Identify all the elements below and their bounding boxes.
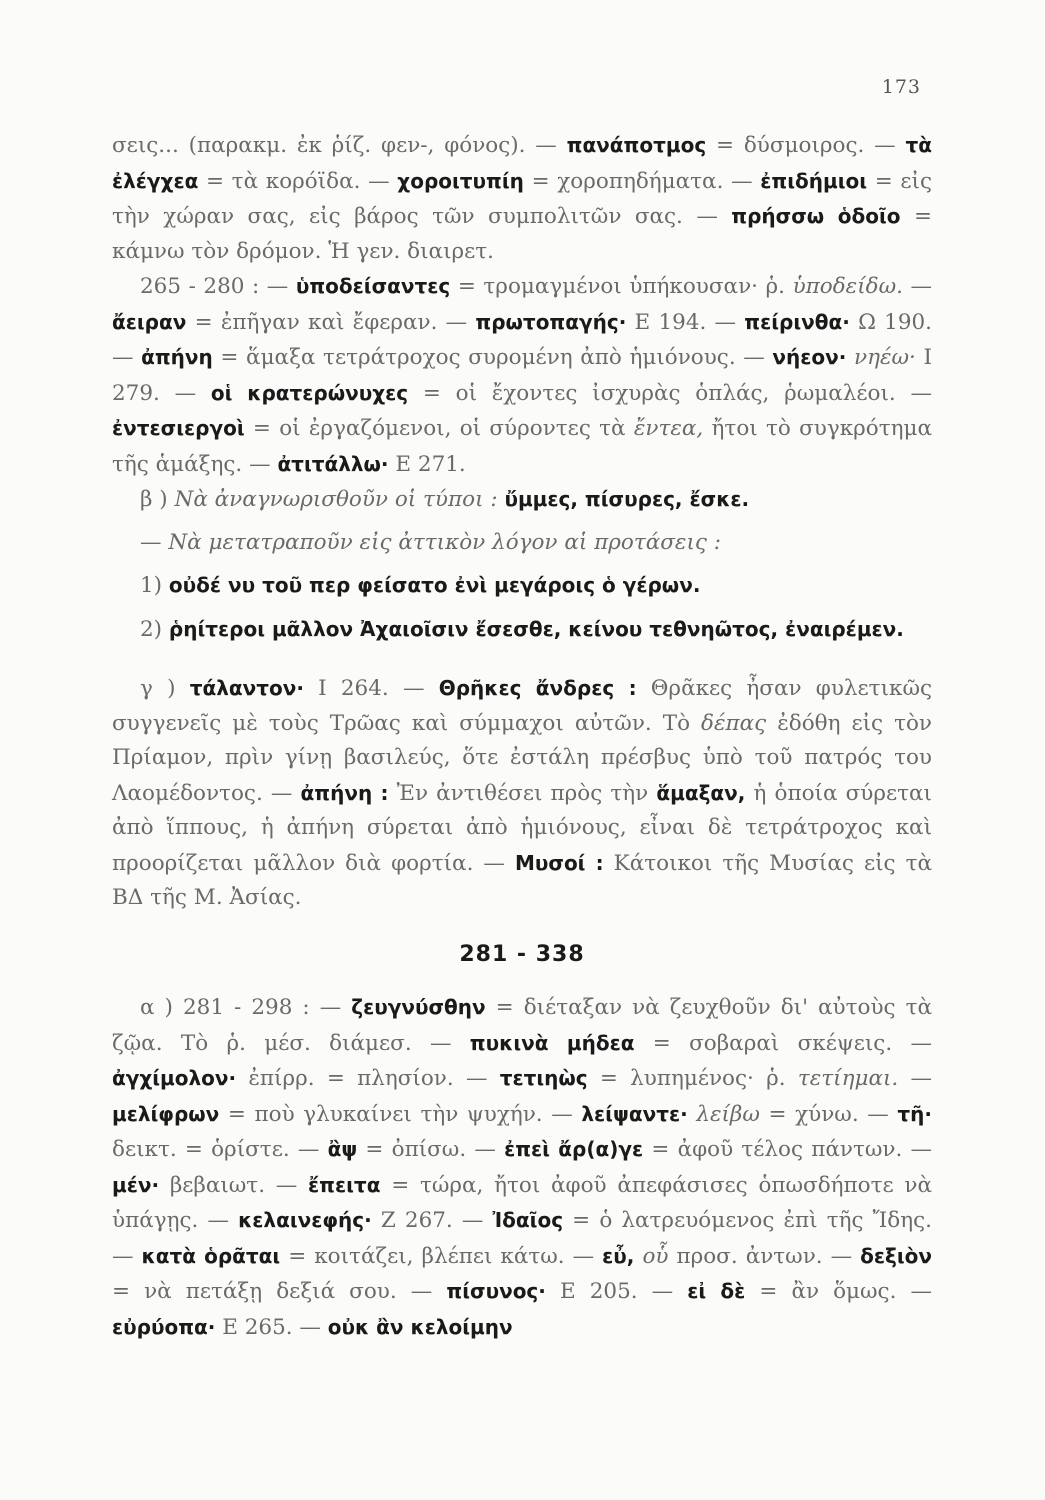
bold-term: εἰ δὲ [687, 1279, 746, 1303]
body-text: = οἱ ἔχοντες ἰσχυρὰς ὁπλάς, ῥωμαλέοι. — [408, 380, 932, 406]
body-text: = χύνω. — [759, 1101, 898, 1127]
bold-term: οὐκ ἂν κελοίμην [327, 1314, 513, 1339]
italic-text: ὑποδείδω. [792, 274, 903, 299]
bold-term: πίσυνος· [446, 1279, 546, 1303]
body-text: 2) [140, 616, 169, 642]
body-text: = ὁ λατρευόμενος ἐπὶ τῆς Ἴδης. — [112, 1208, 932, 1269]
body-text: = εἰς τὴν χώραν σας, εἰς βάρος τῶν συμπολιτῶν σας. — [112, 168, 932, 229]
bold-term: τετιηὼς [499, 1066, 588, 1090]
bold-term: μελίφρων [112, 1101, 220, 1126]
body-text: Ε 265. — [215, 1314, 328, 1340]
bold-term: ἄειραν [112, 309, 187, 334]
body-text: = ἀφοῦ τέλος πάντων. — [643, 1137, 932, 1162]
bold-term: ζευγνύσθην [351, 995, 486, 1019]
body-text: Ἐν ἀντιθέσει πρὸς τὴν [388, 780, 657, 806]
body-text: = κάμνω τὸν δρόμον. Ἡ γεν. διαιρετ. [112, 204, 932, 264]
bold-term: ἐπιδήμιοι [760, 168, 868, 193]
body-text: ἡ ὁποία σύρεται ἀπὸ ἵππους, ἡ ἀπήνη σύρεται ἀπὸ ἡμιόνους, εἶναι δὲ τετράτροχος καὶ προορίζεται μᾶλλον διὰ φορτία. — [112, 780, 932, 876]
page-number: 173 [881, 76, 921, 98]
body-text: = λυπημένος· ῥ. [587, 1066, 798, 1091]
paragraph-6 [112, 612, 932, 648]
bold-term: πείρινθα· [744, 309, 850, 334]
body-text: βεβαιωτ. — [159, 1172, 309, 1198]
body-text: 265 - 280 : — [140, 274, 296, 299]
paragraph-8 [112, 990, 932, 1345]
body-text: = ἐπῆγαν καὶ ἔφεραν. — [186, 309, 476, 335]
bold-term: τῆ· [897, 1101, 932, 1126]
paragraph-5 [112, 568, 932, 604]
body-text: Ζ 267. — [371, 1208, 493, 1233]
body-text: β ) [140, 487, 175, 512]
body-text: = χοροπηδήματα. — [523, 168, 761, 194]
paragraph-4 [112, 526, 932, 561]
paragraph-7 [112, 671, 932, 916]
body-text: = τὰ κορόϊδα. — [198, 168, 398, 194]
body-text: = οἱ ἐργαζόμενοι, οἱ σύροντες τὰ [244, 416, 634, 441]
bold-term: οἱ κρατερώνυχες [210, 380, 409, 405]
body-text: = ἅμαξα τετράτροχος συρομένη ἀπὸ ἡμιόνους. — [212, 345, 773, 370]
bold-term: πανάποτμος [566, 133, 707, 157]
bold-term: κελαινεφής· [238, 1208, 372, 1232]
body-text: = νὰ πετάξῃ δεξιά σου. — [112, 1279, 447, 1304]
bold-term: εὐρύοπα· [112, 1314, 216, 1339]
body-text: = τρομαγμένοι ὑπήκουσαν· ῥ. [450, 274, 793, 299]
bold-term: δεξιὸν [860, 1243, 932, 1268]
bold-term: ἀπήνη : [300, 780, 389, 805]
bold-term: ἔπειτα [308, 1172, 381, 1197]
paragraph-2 [112, 269, 932, 482]
paragraph-3 [112, 482, 932, 518]
bold-term: μέν· [112, 1172, 160, 1197]
bold-term: ἀγχίμολον· [112, 1066, 237, 1090]
body-text: = δύσμοιρος. — [706, 133, 906, 158]
bold-term: Ἰδαῖος [492, 1208, 564, 1232]
bold-term: ἀτιτάλλω· [277, 451, 389, 476]
italic-text: Νὰ μετατραποῦν εἰς ἀττικὸν λόγον αἱ προτάσεις : [168, 529, 722, 555]
bold-term: νήεον· [772, 345, 847, 369]
body-text: Ω 190. — [112, 309, 933, 370]
body-text: — [140, 529, 169, 555]
page-body [112, 128, 932, 1345]
bold-term: ἐπεὶ ἄρ(α)γε [504, 1137, 644, 1161]
bold-term: ἂψ [327, 1137, 358, 1161]
bold-term: πρωτοπαγής· [475, 309, 627, 334]
italic-text: νηέω· [854, 345, 916, 370]
bold-term: πυκινὰ μήδεα [469, 1030, 635, 1055]
body-text: προσ. ἀντων. — [668, 1243, 861, 1269]
italic-text: οὗ [642, 1243, 669, 1269]
body-text: ἐπίρρ. = πλησίον. — [236, 1066, 500, 1091]
body-text: = σοβαραὶ σκέψεις. — [634, 1030, 932, 1056]
italic-text: τετίημαι. [797, 1066, 899, 1091]
body-text: Ε 271. [388, 451, 466, 477]
body-text: — [898, 1066, 932, 1091]
body-text: = τώρα, ἤτοι ἀφοῦ ἀπεφάσισες ὁπωσδήποτε νὰ ὑπάγῃς. — [112, 1172, 932, 1233]
body-text: α ) 281 - 298 : — [140, 995, 352, 1020]
bold-term: χοροιτυπίη [397, 168, 524, 193]
body-text: — [902, 274, 932, 299]
body-text: = ὀπίσω. — [357, 1137, 505, 1162]
bold-term: ὔμμες, πίσυρες, ἔσκε. [504, 487, 750, 511]
body-text: γ ) [140, 676, 190, 701]
bold-term: οὐδέ νυ τοῦ περ φείσατο ἐνὶ μεγάροις ὁ γέρων. [168, 573, 701, 597]
body-text: Ι 279. — [112, 345, 932, 406]
bold-term: ἀπήνη [141, 345, 213, 369]
bold-term: ἐντεσιεργοὶ [112, 416, 245, 440]
bold-term: ὑποδείσαντες [295, 274, 451, 298]
bold-term: πρήσσω ὁδοῖο [731, 204, 901, 228]
section-heading: 281 - 338 [459, 941, 585, 967]
italic-text: δέπας [701, 710, 767, 736]
body-text: Ε 205. — [545, 1279, 688, 1304]
bold-term: Θρῆκες ἄνδρες : [438, 676, 637, 700]
body-text: = κοιτάζει, βλέπει κάτω. — [280, 1243, 603, 1269]
bold-term: λείψαντε· [581, 1101, 688, 1126]
body-text: = ἂν ὅμως. — [745, 1279, 933, 1304]
body-text: ἐδόθη εἰς τὸν Πρίαμον, πρὶν γίνῃ βασιλεύς, ὅτε ἐστάλη πρέσβυς ὑπὸ τοῦ πατρός του Λαομέδοντος. — [112, 710, 932, 806]
bold-term: ἅμαξαν, [656, 780, 746, 805]
body-text: 1) [140, 573, 169, 598]
body-text: Ι 264. — [303, 676, 439, 701]
body-text: δεικτ. = ὁρίστε. — [112, 1137, 328, 1162]
body-text: Κάτοικοι τῆς Μυσίας εἰς τὰ ΒΔ τῆς Μ. Ἀσίας. [112, 850, 932, 910]
bold-term: τὰ ἐλέγχεα [112, 133, 932, 193]
paragraph-1 [112, 128, 932, 269]
body-text: ἤτοι τὸ συγκρότημα τῆς ἁμάξης. — [112, 416, 933, 477]
body-text: = ποὺ γλυκαίνει τὴν ψυχήν. — [219, 1101, 582, 1127]
bold-term: Μυσοί : [514, 850, 604, 875]
italic-text: λείβω [696, 1101, 760, 1127]
body-text [846, 345, 854, 370]
bold-term: τάλαντον· [189, 676, 304, 700]
body-text: σεις... (παρακμ. ἐκ ῥίζ. φεν-, φόνος). — [112, 133, 567, 158]
italic-text: ἔντεα, [633, 416, 704, 441]
italic-text: Νὰ ἀναγνωρισθοῦν οἱ τύποι : [174, 487, 498, 512]
bold-term: κατὰ ὁρᾶται [141, 1243, 281, 1268]
bold-term: ῥηίτεροι μᾶλλον Ἀχαιοῖσιν ἔσεσθε, κείνου τεθνηῶτος, ἐναιρέμεν. [168, 616, 904, 641]
body-text: Θρᾶκες ἦσαν φυλετικῶς συγγενεῖς μὲ τοὺς Τρῶας καὶ σύμμαχοι αὐτῶν. Τὸ [112, 676, 933, 736]
bold-term: εὖ, [602, 1243, 635, 1268]
body-text: Ε 194. — [626, 309, 745, 335]
body-text: = διέταξαν νὰ ζευχθοῦν δι' αὐτοὺς τὰ ζῷα. Τὸ ῥ. μέσ. διάμεσ. — [112, 995, 933, 1056]
